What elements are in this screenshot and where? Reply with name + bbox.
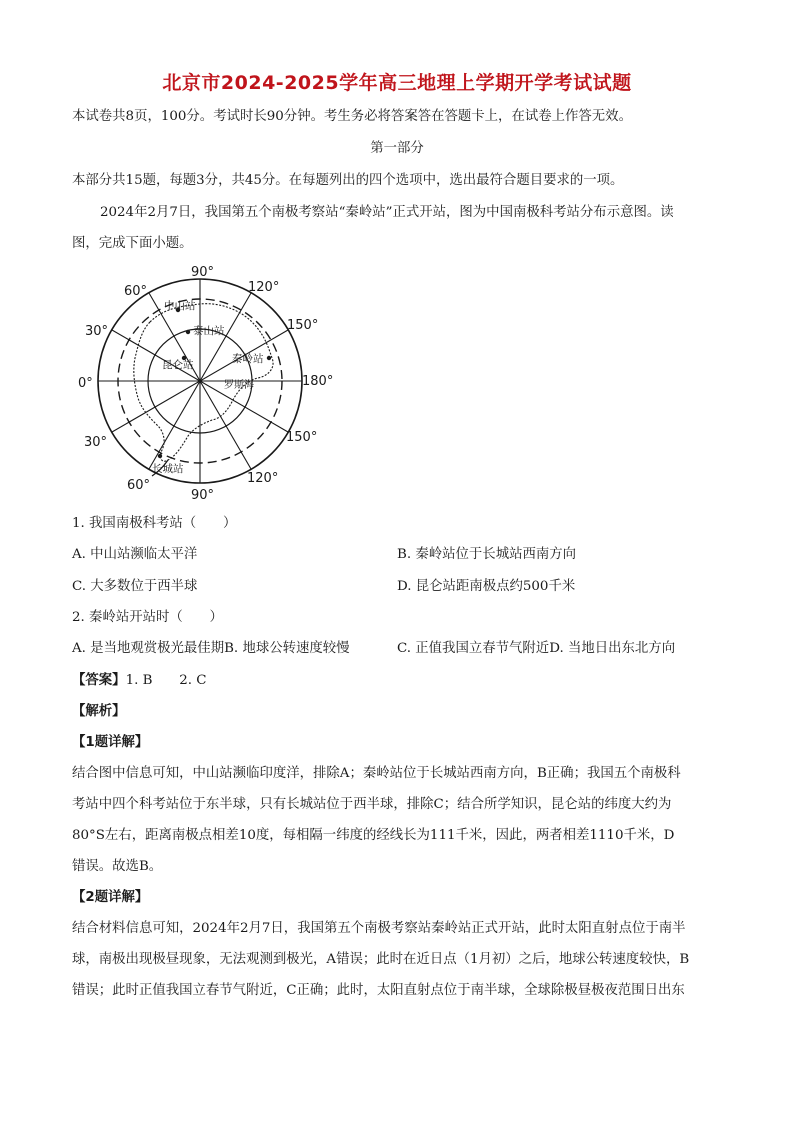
detail-1-line-3: 80°S左右，距离南极点相差10度，每相隔一纬度的经线长为111千米，因此，两者相差1110千米，D: [72, 828, 675, 843]
zhongshan-station-label: 中山站: [164, 300, 196, 312]
question-2-option-b: B. 地球公转速度较慢: [224, 641, 350, 656]
question-2-option-a: A. 是当地观赏极光最佳期: [72, 641, 225, 656]
question-2-option-c: C. 正值我国立春节气附近: [397, 641, 550, 656]
detail-1-heading: [72, 733, 732, 753]
detail-1-line-2: 考站中四个科考站位于东半球，只有长城站位于西半球，排除C；结合所学知识，昆仑站的纬度大约为: [72, 797, 672, 812]
taishan-station-label: 泰山站: [193, 325, 225, 337]
detail-2-tag: 【2题详解】: [72, 890, 149, 905]
qinling-station-marker: [267, 356, 271, 360]
ross-sea-label: 罗斯海: [224, 380, 254, 391]
changcheng-station-marker: [158, 454, 162, 458]
lon-label-top-right: 120°: [248, 280, 280, 295]
detail-2-heading: [72, 888, 732, 908]
answer-line: [72, 671, 732, 691]
question-1-option-d: D. 昆仑站距南极点约500千米: [397, 579, 576, 594]
changcheng-station-label: 长城站: [152, 463, 184, 475]
question-stem-line-1: 2024年2月7日，我国第五个南极考察站“秦岭站”正式开站，图为中国南极科考站分布示意图。读: [100, 205, 674, 220]
detail-1-tag: 【1题详解】: [72, 735, 149, 750]
part-description: 本部分共15题，每题3分，共45分。在每题列出的四个选项中，选出最符合题目要求的一项。: [72, 173, 624, 188]
lon-label-upper-right: 150°: [287, 318, 319, 333]
lon-label-bottom-left: 60°: [127, 478, 151, 493]
lon-label-upper-left: 30°: [85, 324, 109, 339]
part-heading: 第一部分: [370, 141, 424, 156]
lon-label-right: 180°: [302, 374, 334, 389]
answer-text: 1. B 2. C: [125, 673, 207, 688]
intro-text: 本试卷共8页，100分。考试时长90分钟。考生务必将答案答在答题卡上，在试卷上作答无效。: [72, 109, 632, 124]
question-stem-line-2: 图，完成下面小题。: [72, 236, 193, 251]
question-2-options-cd: [397, 639, 675, 659]
question-1-option-b: B. 秦岭站位于长城站西南方向: [397, 547, 577, 562]
question-1-stem: 1. 我国南极科考站（ ）: [72, 516, 237, 531]
detail-1-line-1: 结合图中信息可知，中山站濒临印度洋，排除A；秦岭站位于长城站西南方向，B正确；我国五个南极科: [72, 766, 681, 781]
lon-label-top: 90°: [191, 265, 215, 280]
answer-tag: 【答案】: [72, 673, 126, 688]
question-2-option-d: D. 当地日出东北方向: [549, 641, 676, 656]
meridian-lines: [98, 279, 302, 483]
detail-2-line-3: 错误；此时正值我国立春节气附近，C正确；此时，太阳直射点位于南半球，全球除极昼极夜范围日出东: [72, 983, 685, 998]
lon-label-top-left: 60°: [124, 284, 148, 299]
lon-label-lower-left: 30°: [84, 435, 108, 450]
detail-1-line-4: 错误。故选B。: [72, 859, 163, 874]
taishan-station-marker: [186, 330, 190, 334]
detail-2-line-2: 球，南极出现极昼现象，无法观测到极光，A错误；此时在近日点（1月初）之后，地球公转速度较快，B: [72, 952, 690, 967]
detail-2-line-1: 结合材料信息可知，2024年2月7日，我国第五个南极考察站秦岭站正式开站，此时太阳直射点位于南半: [72, 921, 686, 936]
question-1-option-a: A. 中山站濒临太平洋: [72, 547, 198, 562]
question-1-option-c: C. 大多数位于西半球: [72, 579, 198, 594]
lon-label-bottom-right: 120°: [247, 471, 279, 486]
analysis-heading: [72, 702, 732, 722]
lon-label-bottom: 90°: [191, 488, 215, 503]
page-title: 北京市2024-2025学年高三地理上学期开学考试试题: [162, 72, 632, 94]
qinling-station-label: 秦岭站: [232, 353, 264, 365]
antarctic-station-map: [72, 260, 342, 506]
analysis-tag: 【解析】: [72, 704, 126, 719]
kunlun-station-label: 昆仑站: [162, 359, 194, 371]
lon-label-left: 0°: [78, 376, 93, 391]
question-2-stem: 2. 秦岭站开站时（ ）: [72, 610, 223, 625]
lon-label-lower-right: 150°: [286, 430, 318, 445]
